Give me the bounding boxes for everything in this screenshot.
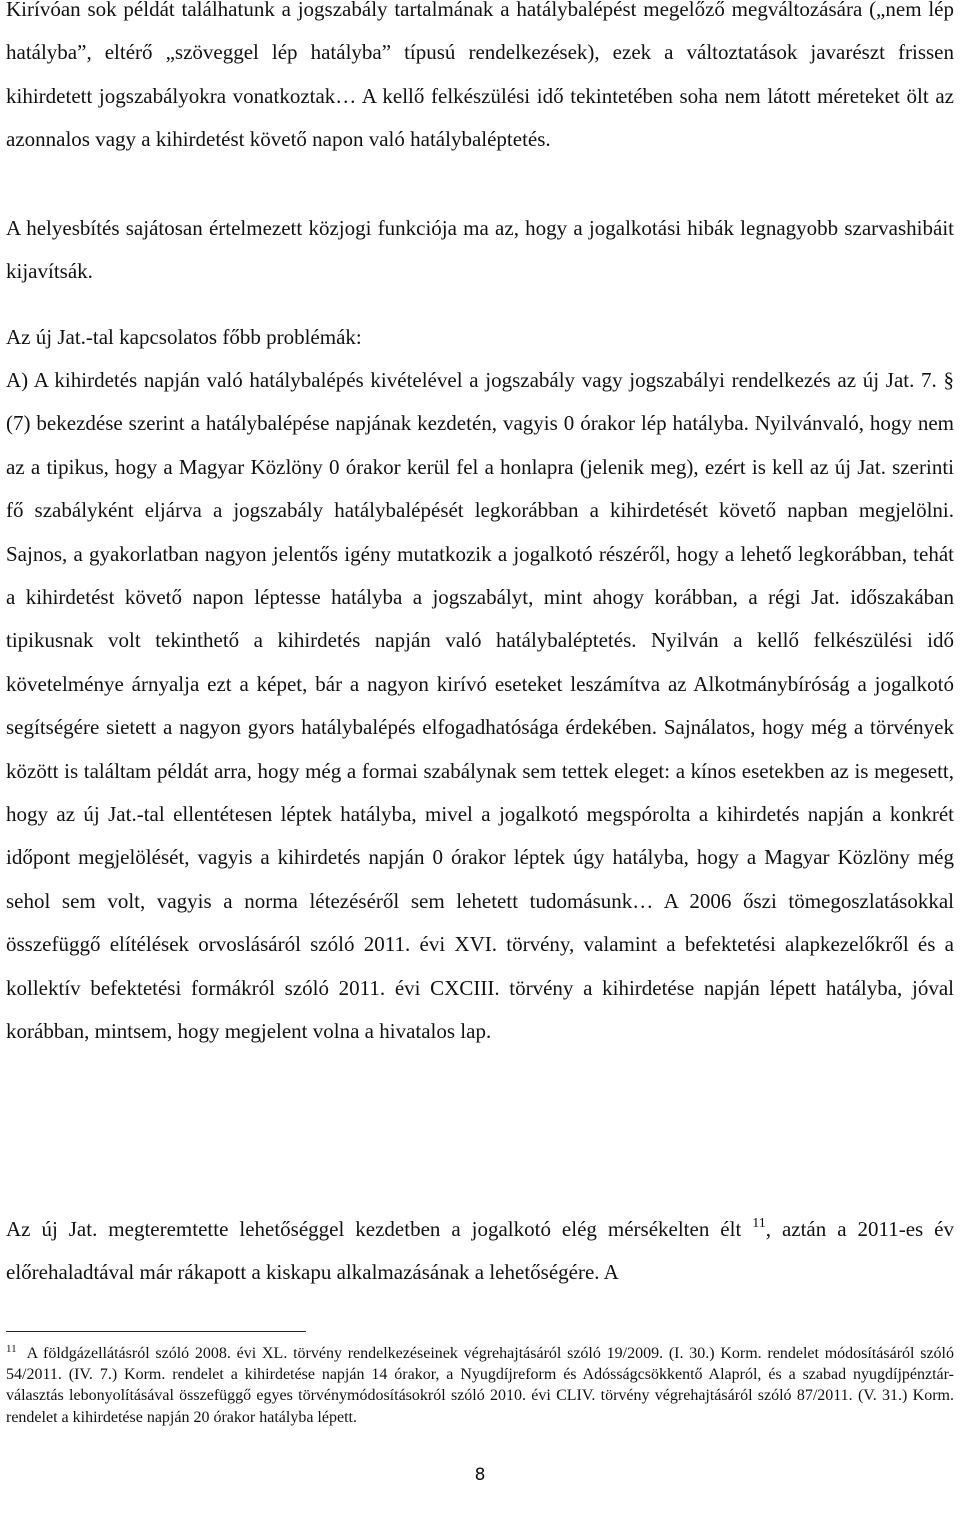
footnote-number: 11 (6, 1343, 17, 1355)
paragraph-last-text-after: , aztán a 2011-es év előrehaladtával már rákapott a kiskapu alkalmazásának a lehetőségére. A (6, 1217, 954, 1285)
paragraph-last-text-before: Az új Jat. megteremtette lehetőséggel kezdetben a jogalkotó elég mérsékelten élt (6, 1217, 742, 1241)
paragraph-1: Kirívóan sok példát találhatunk a jogszabály tartalmának a hatálybalépést megelőző megváltozására („nem lép hatályba”, eltérő „szöveggel lép hatályba” típusú rendelkezések), ezek a változtatások javarészt frissen kihirdetett jogszabályokra vonatkoztak… A kellő felkészülési idő tekintetében soha nem látott méreteket ölt az azonnalos vagy a kihirdetést követő napon való hatálybaléptetés. (6, 0, 954, 152)
footnote (6, 1343, 954, 1428)
footnote-separator (6, 1331, 306, 1332)
footnote-reference[interactable]: 11 (752, 1216, 766, 1231)
paragraph-problem-a: A) A kihirdetés napján való hatálybalépés kivételével a jogszabály vagy jogszabályi rendelkezés az új Jat. 7. § (7) bekezdése szerint a hatálybalépése napjának kezdetén, vagyis 0 órakor lép hatályba. Nyilvánvaló, hogy nem az a tipikus, hogy a Magyar Közlöny 0 órakor kerül fel a honlapra (jelenik meg), ezért is kell az új Jat. szerinti fő szabályként eljárva a jogszabály hatálybalépését legkorábban a kihirdetését követő napban megjelölni. Sajnos, a gyakorlatban nagyon jelentős igény mutatkozik a jogalkotó részéről, hogy a lehető legkorábban, tehát a kihirdetést követő napon léptesse hatályba a jogszabályt, mint ahogy korábban, a régi Jat. időszakában tipikusnak volt tekinthető a kihirdetés napján való hatálybaléptetés. Nyilván a kellő felkészülési idő követelménye árnyalja ezt a képet, bár a nagyon kirívó eseteket leszámítva az Alkotmánybíróság a jogalkotó segítségére sietett a nagyon gyors hatálybalépés elfogadhatósága érdekében. Sajnálatos, hogy még a törvények között is találtam példát arra, hogy még a formai szabálynak sem tettek eleget: a kínos esetekben az is megesett, hogy az új Jat.-tal ellentétesen léptek hatályba, mivel a jogalkotó megspórolta a kihirdetés napján a konkrét időpont megjelölését, vagyis a kihirdetés napján 0 órakor léptek úgy hatályba, hogy a Magyar Közlöny még sehol sem volt, vagyis a norma létezéséről sem lehetett tudomásunk… A 2006 őszi tömegoszlatásokkal összefüggő elítélések orvoslásáról szóló 2011. évi XVI. törvény, valamint a befektetési alapkezelőkről és a kollektív befektetési formákról szóló 2011. évi CXCIII. törvény a kihirdetése napján lépett hatályba, jóval korábban, mintsem, hogy megjelent volna a hivatalos lap. (6, 368, 954, 1044)
section-heading: Az új Jat.-tal kapcsolatos főbb problémák: (6, 325, 362, 349)
paragraph-2: A helyesbítés sajátosan értelmezett közjogi funkciója ma az, hogy a jogalkotási hibák legnagyobb szarvashibáit kijavítsák. (6, 216, 954, 284)
page-number: 8 (474, 1465, 486, 1485)
paragraph-last (6, 1208, 954, 1295)
footnote-text: A földgázellátásról szóló 2008. évi XL. törvény rendelkezéseinek végrehajtásáról szóló 19/2009. (I. 30.) Korm. rendelet módosításáról szóló 54/2011. (IV. 7.) Korm. rendelet a kihirdetése napján 14 órakor, a Nyugdíjreform és Adósságcsökkentő Alapról, és a szabad nyugdíjpénztár-választás lebonyolításával összefüggő egyes törvénymódosításokról szóló 2010. évi CLIV. törvény végrehajtásáról szóló 87/2011. (V. 31.) Korm. rendelet a kihirdetése napján 20 órakor hatályba lépett. (6, 1345, 954, 1426)
